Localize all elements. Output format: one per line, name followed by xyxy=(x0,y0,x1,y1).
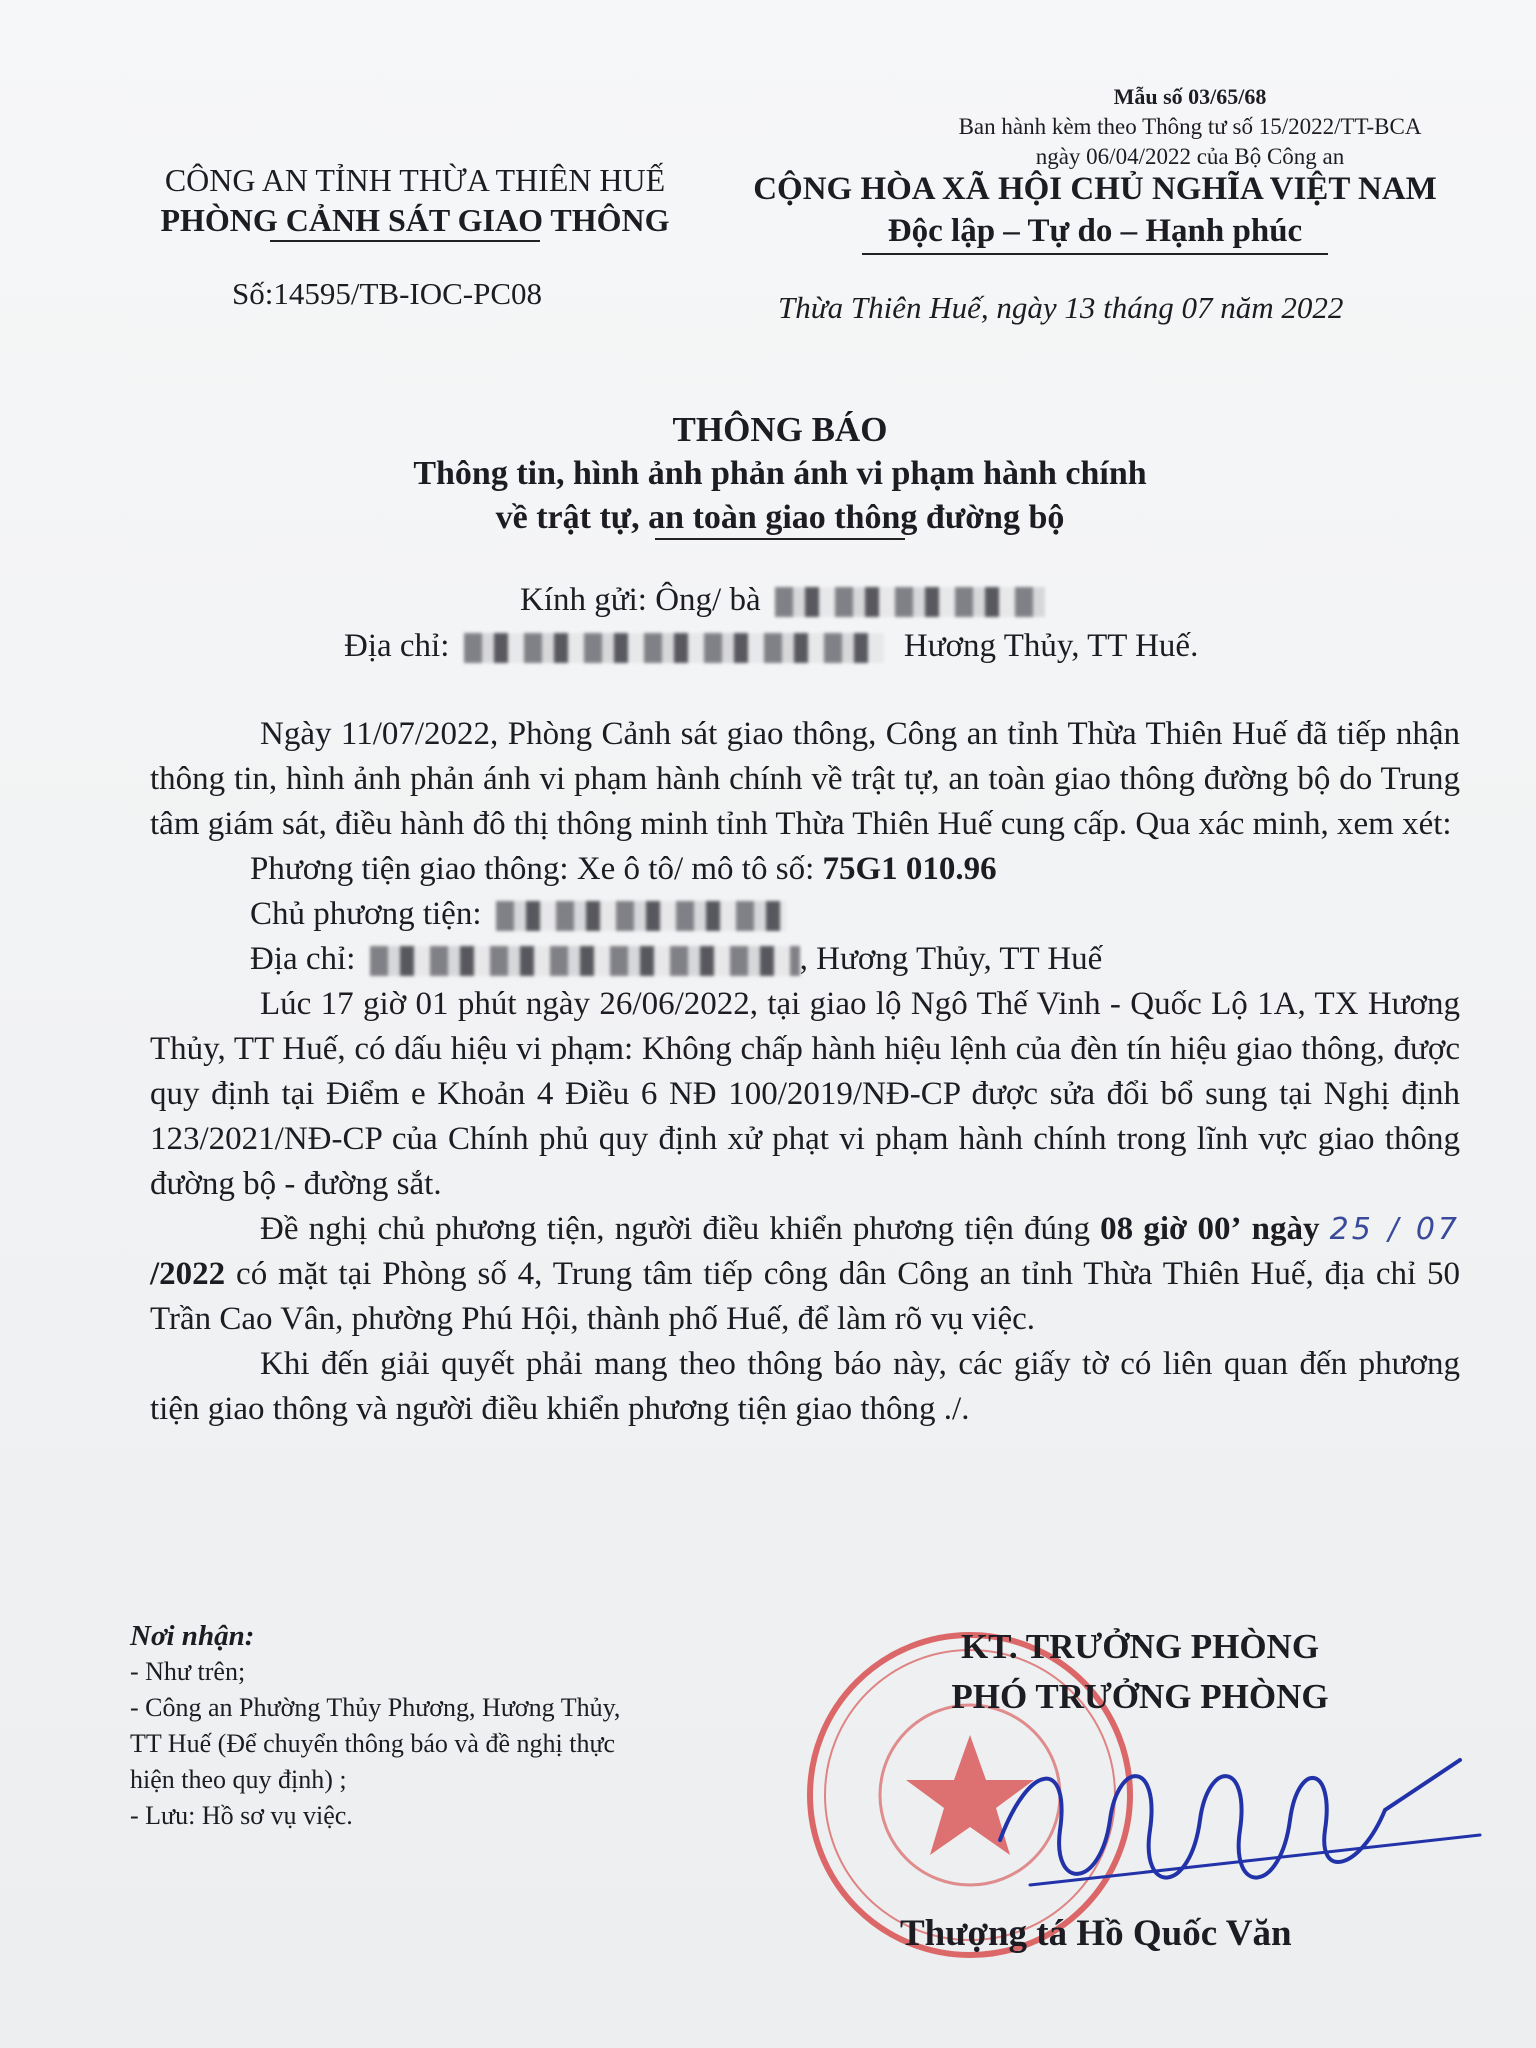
handwritten-signature xyxy=(990,1720,1490,1920)
signer-role2: PHÓ TRƯỞNG PHÒNG xyxy=(951,1677,1329,1716)
para3-post: có mặt tại Phòng số 4, Trung tâm tiếp công dân Công an tỉnh Thừa Thiên Huế, địa chỉ 50 Trần Cao Vân, phường Phú Hội, thành phố Huế, để làm rõ vụ việc. xyxy=(150,1256,1461,1337)
recipient-address xyxy=(344,628,1198,665)
form-issued-line2: ngày 06/04/2022 của Bộ Công an xyxy=(1035,144,1345,169)
address-label: Địa chỉ: xyxy=(344,628,450,664)
distribution-item: - Như trên; xyxy=(130,1657,246,1686)
redacted-owner-address xyxy=(370,946,800,976)
form-issued-line1: Ban hành kèm theo Thông tư số 15/2022/TT-BCA xyxy=(958,114,1422,139)
agency-underline xyxy=(270,240,540,242)
signer-title xyxy=(880,1622,1400,1722)
form-number: Mẫu số 03/65/68 xyxy=(1113,84,1267,109)
address-tail: Hương Thủy, TT Huế. xyxy=(903,628,1199,664)
owner-line xyxy=(150,892,1460,937)
country-name: CỘNG HÒA XÃ HỘI CHỦ NGHĨA VIỆT NAM xyxy=(753,171,1437,207)
greeting-text: Kính gửi: Ông/ bà xyxy=(520,582,761,618)
vehicle-label: Phương tiện giao thông: Xe ô tô/ mô tô số: xyxy=(250,851,815,887)
para3-year: /2022 xyxy=(150,1256,226,1292)
distribution-heading: Nơi nhận: xyxy=(130,1620,255,1652)
title-underline xyxy=(655,538,905,540)
handwritten-date: 25 / 07 xyxy=(1329,1212,1461,1247)
owner-address-line xyxy=(150,937,1460,982)
distribution-list xyxy=(130,1618,750,1834)
paragraph-1: Ngày 11/07/2022, Phòng Cảnh sát giao thông, Công an tỉnh Thừa Thiên Huế đã tiếp nhận thông tin, hình ảnh phản ánh vi phạm hành chính về trật tự, an toàn giao thông đường bộ do Trung tâm giám sát, điều hành đô thị thông minh tỉnh Thừa Thiên Huế cung cấp. Qua xác minh, xem xét: xyxy=(150,716,1460,842)
title-line1: Thông tin, hình ảnh phản ánh vi phạm hành chính xyxy=(413,455,1147,492)
vehicle-line xyxy=(150,847,1460,892)
paragraph-4: Khi đến giải quyết phải mang theo thông báo này, các giấy tờ có liên quan đến phương tiện giao thông và người điều khiển phương tiện giao thông ./. xyxy=(150,1346,1460,1427)
distribution-item: - Công an Phường Thủy Phương, Hương Thủy, xyxy=(130,1693,621,1722)
owner-label: Chủ phương tiện: xyxy=(250,896,482,932)
title-line2: về trật tự, an toàn giao thông đường bộ xyxy=(495,499,1065,536)
redacted-address xyxy=(464,633,884,663)
para3-day-label: ngày xyxy=(1251,1211,1320,1247)
signer-name: Thượng tá Hồ Quốc Văn xyxy=(900,1913,1292,1954)
distribution-item: hiện theo quy định) ; xyxy=(130,1765,347,1794)
paragraph-2: Lúc 17 giờ 01 phút ngày 26/06/2022, tại giao lộ Ngô Thế Vinh - Quốc Lộ 1A, TX Hương Thủy, TT Huế, có dấu hiệu vi phạm: Không chấp hành hiệu lệnh của đèn tín hiệu giao thông, được quy định tại Điểm e Khoản 4 Điều 6 NĐ 100/2019/NĐ-CP được sửa đổi bổ sung tại Nghị định 123/2021/NĐ-CP của Chính phủ quy định xử phạt vi phạm hành chính trong lĩnh vực giao thông đường bộ - đường sắt. xyxy=(150,986,1460,1202)
para3-time: 08 giờ 00’ xyxy=(1100,1211,1242,1247)
redacted-name xyxy=(775,587,1045,617)
distribution-item: TT Huế (Để chuyển thông báo và đề nghị thực xyxy=(130,1729,616,1758)
paragraph-3 xyxy=(150,1207,1460,1342)
form-reference xyxy=(880,82,1500,172)
country-motto: Độc lập – Tự do – Hạnh phúc xyxy=(887,213,1303,249)
owner-address-label: Địa chỉ: xyxy=(250,941,356,977)
agency-parent: CÔNG AN TỈNH THỪA THIÊN HUẾ xyxy=(164,162,666,198)
recipient-greeting xyxy=(520,582,1045,619)
motto-underline xyxy=(862,253,1328,255)
owner-address-tail: , Hương Thủy, TT Huế xyxy=(799,941,1103,977)
document-body xyxy=(150,712,1460,1432)
signer-role1: KT. TRƯỞNG PHÒNG xyxy=(960,1627,1320,1666)
place-date: Thừa Thiên Huế, ngày 13 tháng 07 năm 2022 xyxy=(778,290,1344,325)
para3-pre: Đề nghị chủ phương tiện, người điều khiển phương tiện đúng xyxy=(260,1211,1090,1247)
title-main: THÔNG BÁO xyxy=(672,410,888,449)
vehicle-plate: 75G1 010.96 xyxy=(822,851,997,887)
redacted-owner xyxy=(496,901,786,931)
agency-department: PHÒNG CẢNH SÁT GIAO THÔNG xyxy=(160,202,670,238)
issuing-agency xyxy=(130,160,700,240)
national-header xyxy=(730,168,1460,252)
document-title xyxy=(300,408,1260,540)
document-number: Số:14595/TB-IOC-PC08 xyxy=(232,276,543,311)
distribution-item: - Lưu: Hồ sơ vụ việc. xyxy=(130,1801,353,1830)
